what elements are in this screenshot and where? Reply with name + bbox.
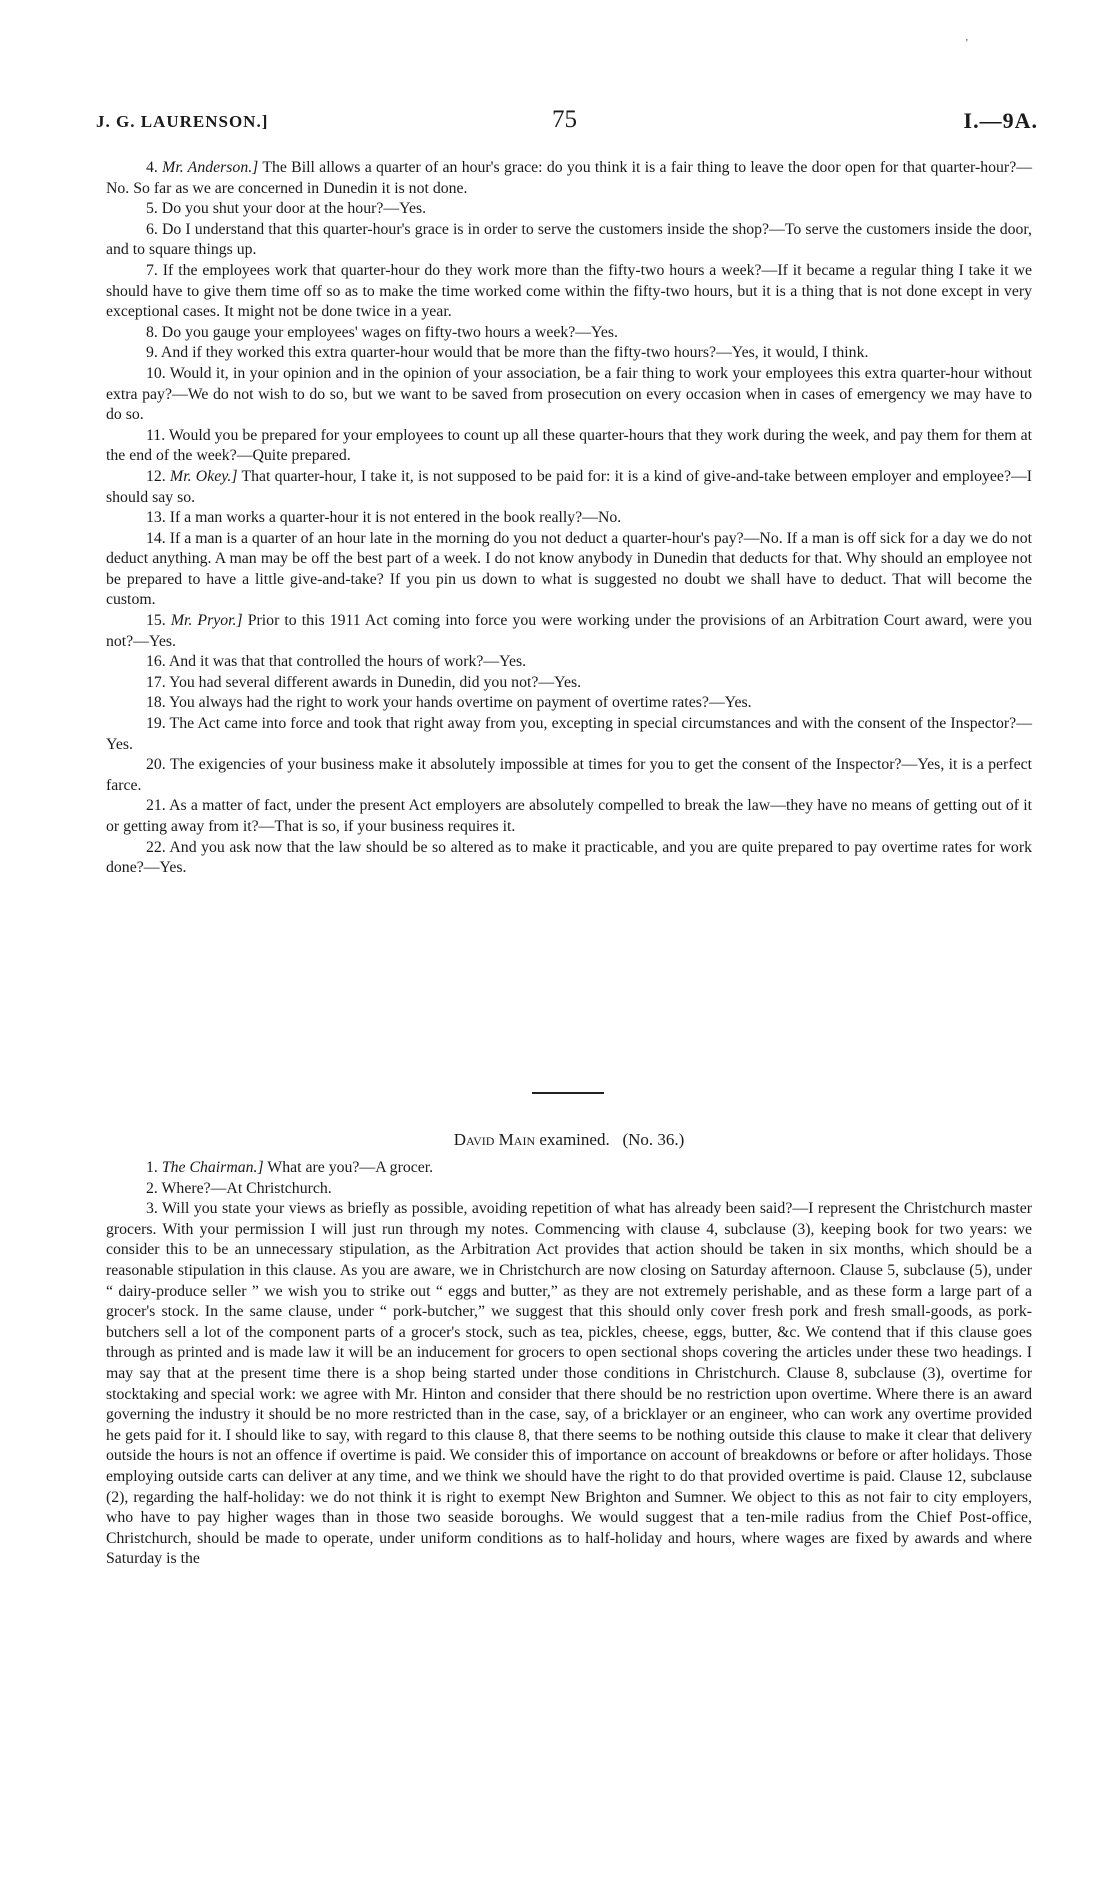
- speaker-label: The Chairman.]: [161, 1159, 264, 1176]
- question-number: 22.: [146, 838, 166, 856]
- question-paragraph: [106, 838, 1032, 879]
- question-paragraph: [106, 1158, 1032, 1179]
- page-header: [96, 108, 1038, 142]
- question-number: 15.: [146, 612, 166, 630]
- question-paragraph: [106, 673, 1032, 694]
- question-number: 11.: [146, 426, 166, 444]
- question-text: Would you be prepared for your employees to count up all these quarter-hours that they work during the week, and pay them for them at the end of the week?—Quite prepared.: [106, 426, 1032, 465]
- question-number: 12.: [146, 467, 166, 485]
- question-text: Do you shut your door at the hour?—Yes.: [157, 200, 427, 218]
- question-number: 17.: [146, 673, 166, 691]
- question-text: Will you state your views as briefly as possible, avoiding repetition of what has already been said?—I represent the Christchurch master grocers. With your permission I will just run through my notes. Commencing with clause 4, subclause (3), keeping book for two years: we consider this to be an unnecessary stipulation, as the Arbitration Act provides that action should be taken in six months, which should be a reasonable stipulation in this clause. As you are aware, we in Christchurch are now closing on Saturday afternoon. Clause 5, subclause (5), under “ dairy-produce seller ” we wish you to strike out “ eggs and butter,” as they are not extremely perishable, and as these form a large part of a grocer's stock. In the same clause, under “ pork-butcher,” we suggest that this should only cover fresh pork and fresh small-goods, as pork-butchers sell a lot of the component parts of a grocer's stock, such as tea, pickles, cheese, eggs, butter, &c. We contend that if this clause goes through as printed and is made law it will be an inducement for grocers to open sectional shops covering the articles under these two headings. I may say that at the present time there is a shop being started under those conditions in Christchurch. Clause 8, subclause (3), overtime for stocktaking and special work: we agree with Mr. Hinton and consider that there should be no restriction upon overtime. Where there is an award governing the industry it should be no more restricted than in the case, say, of a bricklayer or an engineer, who can work any overtime provided he gets paid for it. I should like to say, with regard to this clause 8, that there seems to be nothing outside this clause to make it clear that delivery outside the hours is not an offence if overtime is paid. We consider this of importance on account of breakdowns or before or after holidays. Those employing outside carts can deliver at any time, and we think we should have the right to do that provided overtime is paid. Clause 12, subclause (2), regarding the half-holiday: we do not think it is right to exempt New Brighton and Sumner. We object to this as not fair to city employers, who have to pay higher wages than in those two seaside boroughs. We would suggest that a ten-mile radius from the Chief Post-office, Christchurch, should be made to operate, under uniform conditions as to half-holiday and hours, where wages are fixed by awards and where Saturday is the: [106, 1200, 1032, 1568]
- question-text: As a matter of fact, under the present Act employers are absolutely compelled to break the law—they have no means of getting out of it or getting away from it?—That is so, if your business requires it.: [106, 797, 1032, 835]
- question-text: And you ask now that the law should be so altered as to make it practicable, and you are quite prepared to pay overtime rates for work done?—Yes.: [106, 838, 1032, 877]
- question-paragraph: [106, 426, 1032, 467]
- question-text: You always had the right to work your hands overtime on payment of overtime rates?—Yes.: [165, 694, 752, 712]
- question-number: 19.: [146, 715, 166, 733]
- question-paragraph: [106, 1179, 1032, 1200]
- examined-label: examined.: [535, 1130, 610, 1149]
- witness-number: (No. 36.): [622, 1130, 685, 1149]
- question-paragraph: [106, 199, 1032, 220]
- question-number: 16.: [146, 653, 166, 671]
- question-number: 1.: [146, 1159, 158, 1176]
- question-paragraph: [106, 652, 1032, 673]
- witness-name: David Main: [453, 1130, 536, 1149]
- page-number: 75: [552, 106, 577, 133]
- question-text: Where?—At Christchurch.: [157, 1179, 332, 1197]
- question-number: 14.: [146, 529, 166, 547]
- header-paper-reference: I.—9A.: [963, 108, 1038, 133]
- section-divider: [532, 1092, 604, 1094]
- question-text: And if they worked this extra quarter-hour would that be more than the fifty-two hours?—Yes, it would, I think.: [157, 344, 869, 362]
- question-paragraph: [106, 508, 1032, 529]
- question-text: The Bill allows a quarter of an hour's grace: do you think it is a fair thing to leave the door open for that quarter-hour?—No. So far as we are concerned in Dunedin it is not done.: [106, 159, 1032, 197]
- question-text: Would it, in your opinion and in the opinion of your association, be a fair thing to work your employees this extra quarter-hour without extra pay?—We do not wish to do so, but we want to be saved from prosecution on every occasion when in cases of emergency we may have to do so.: [106, 364, 1032, 424]
- question-paragraph: [106, 364, 1032, 426]
- question-text: If the employees work that quarter-hour do they work more than the fifty-two hours a week?—If it became a regular thing I take it we should have to give them time off so as to make the time worked come within the fifty-two hours, but it is a thing that is not done except in very exceptional cases. It might not be done twice in a year.: [106, 261, 1032, 321]
- question-text: What are you?—A grocer.: [263, 1159, 434, 1176]
- question-paragraph: [106, 693, 1032, 714]
- question-paragraph: [106, 343, 1032, 364]
- question-number: 20.: [146, 756, 166, 774]
- question-text: And it was that that controlled the hours of work?—Yes.: [165, 653, 527, 671]
- speaker-label: Mr. Okey.]: [170, 467, 238, 485]
- question-number: 21.: [146, 797, 166, 815]
- testimony-block-main: [106, 1158, 1032, 1570]
- question-text: Prior to this 1911 Act coming into force you were working under the provisions of an Arbitration Court award, were you not?—Yes.: [106, 612, 1032, 650]
- speaker-label: Mr. Anderson.]: [162, 159, 259, 176]
- question-number: 9.: [146, 344, 158, 362]
- question-text: The Act came into force and took that right away from you, excepting in special circumstances and with the consent of the Inspector?—Yes.: [106, 715, 1032, 753]
- question-text: If a man is a quarter of an hour late in the morning do you not deduct a quarter-hour's pay?—No. If a man is off sick for a day we do not deduct anything. A man may be off the best part of a week. I do not know anybody in Dunedin that deducts for that. Why should an employee not be prepared to have a little give-and-take? If you pin us down to what is suggested no doubt we shall have to deduct. That will become the custom.: [106, 529, 1032, 609]
- question-text: Do I understand that this quarter-hour's grace is in order to serve the customers inside the shop?—To serve the customers inside the door, and to square things up.: [106, 220, 1032, 259]
- question-paragraph: [106, 323, 1032, 344]
- question-text: If a man works a quarter-hour it is not entered in the book really?—No.: [165, 509, 622, 527]
- question-paragraph: [106, 714, 1032, 755]
- speaker-label: Mr. Pryor.]: [170, 612, 243, 630]
- question-paragraph: [106, 261, 1032, 323]
- question-number: 18.: [146, 694, 166, 712]
- question-text: The exigencies of your business make it absolutely impossible at times for you to get the consent of the Inspector?—Yes, it is a perfect farce.: [106, 756, 1032, 794]
- question-number: 10.: [146, 364, 166, 382]
- testimony-block-laurenson: [106, 158, 1032, 879]
- question-number: 3.: [146, 1200, 158, 1218]
- question-number: 5.: [146, 200, 158, 218]
- question-text: That quarter-hour, I take it, is not supposed to be paid for: it is a kind of give-and-take between employer and employee?—I should say so.: [106, 467, 1033, 506]
- question-paragraph: [106, 158, 1032, 199]
- question-paragraph: [106, 755, 1032, 796]
- question-paragraph: [106, 220, 1032, 261]
- question-number: 8.: [146, 323, 158, 341]
- question-text: Do you gauge your employees' wages on fifty-two hours a week?—Yes.: [157, 323, 618, 341]
- question-number: 13.: [146, 509, 166, 527]
- question-number: 6.: [146, 220, 158, 238]
- question-paragraph: [106, 529, 1032, 611]
- question-paragraph: [106, 611, 1032, 652]
- section-heading: [106, 1130, 1032, 1150]
- stray-mark: ': [966, 38, 968, 49]
- question-number: 7.: [146, 261, 158, 279]
- header-witness-name: J. G. LAURENSON.]: [96, 112, 269, 131]
- question-text: You had several different awards in Dunedin, did you not?—Yes.: [165, 673, 582, 691]
- question-paragraph: [106, 1199, 1032, 1570]
- question-number: 4.: [146, 159, 158, 176]
- question-paragraph: [106, 467, 1032, 508]
- question-number: 2.: [146, 1179, 158, 1197]
- question-paragraph: [106, 796, 1032, 837]
